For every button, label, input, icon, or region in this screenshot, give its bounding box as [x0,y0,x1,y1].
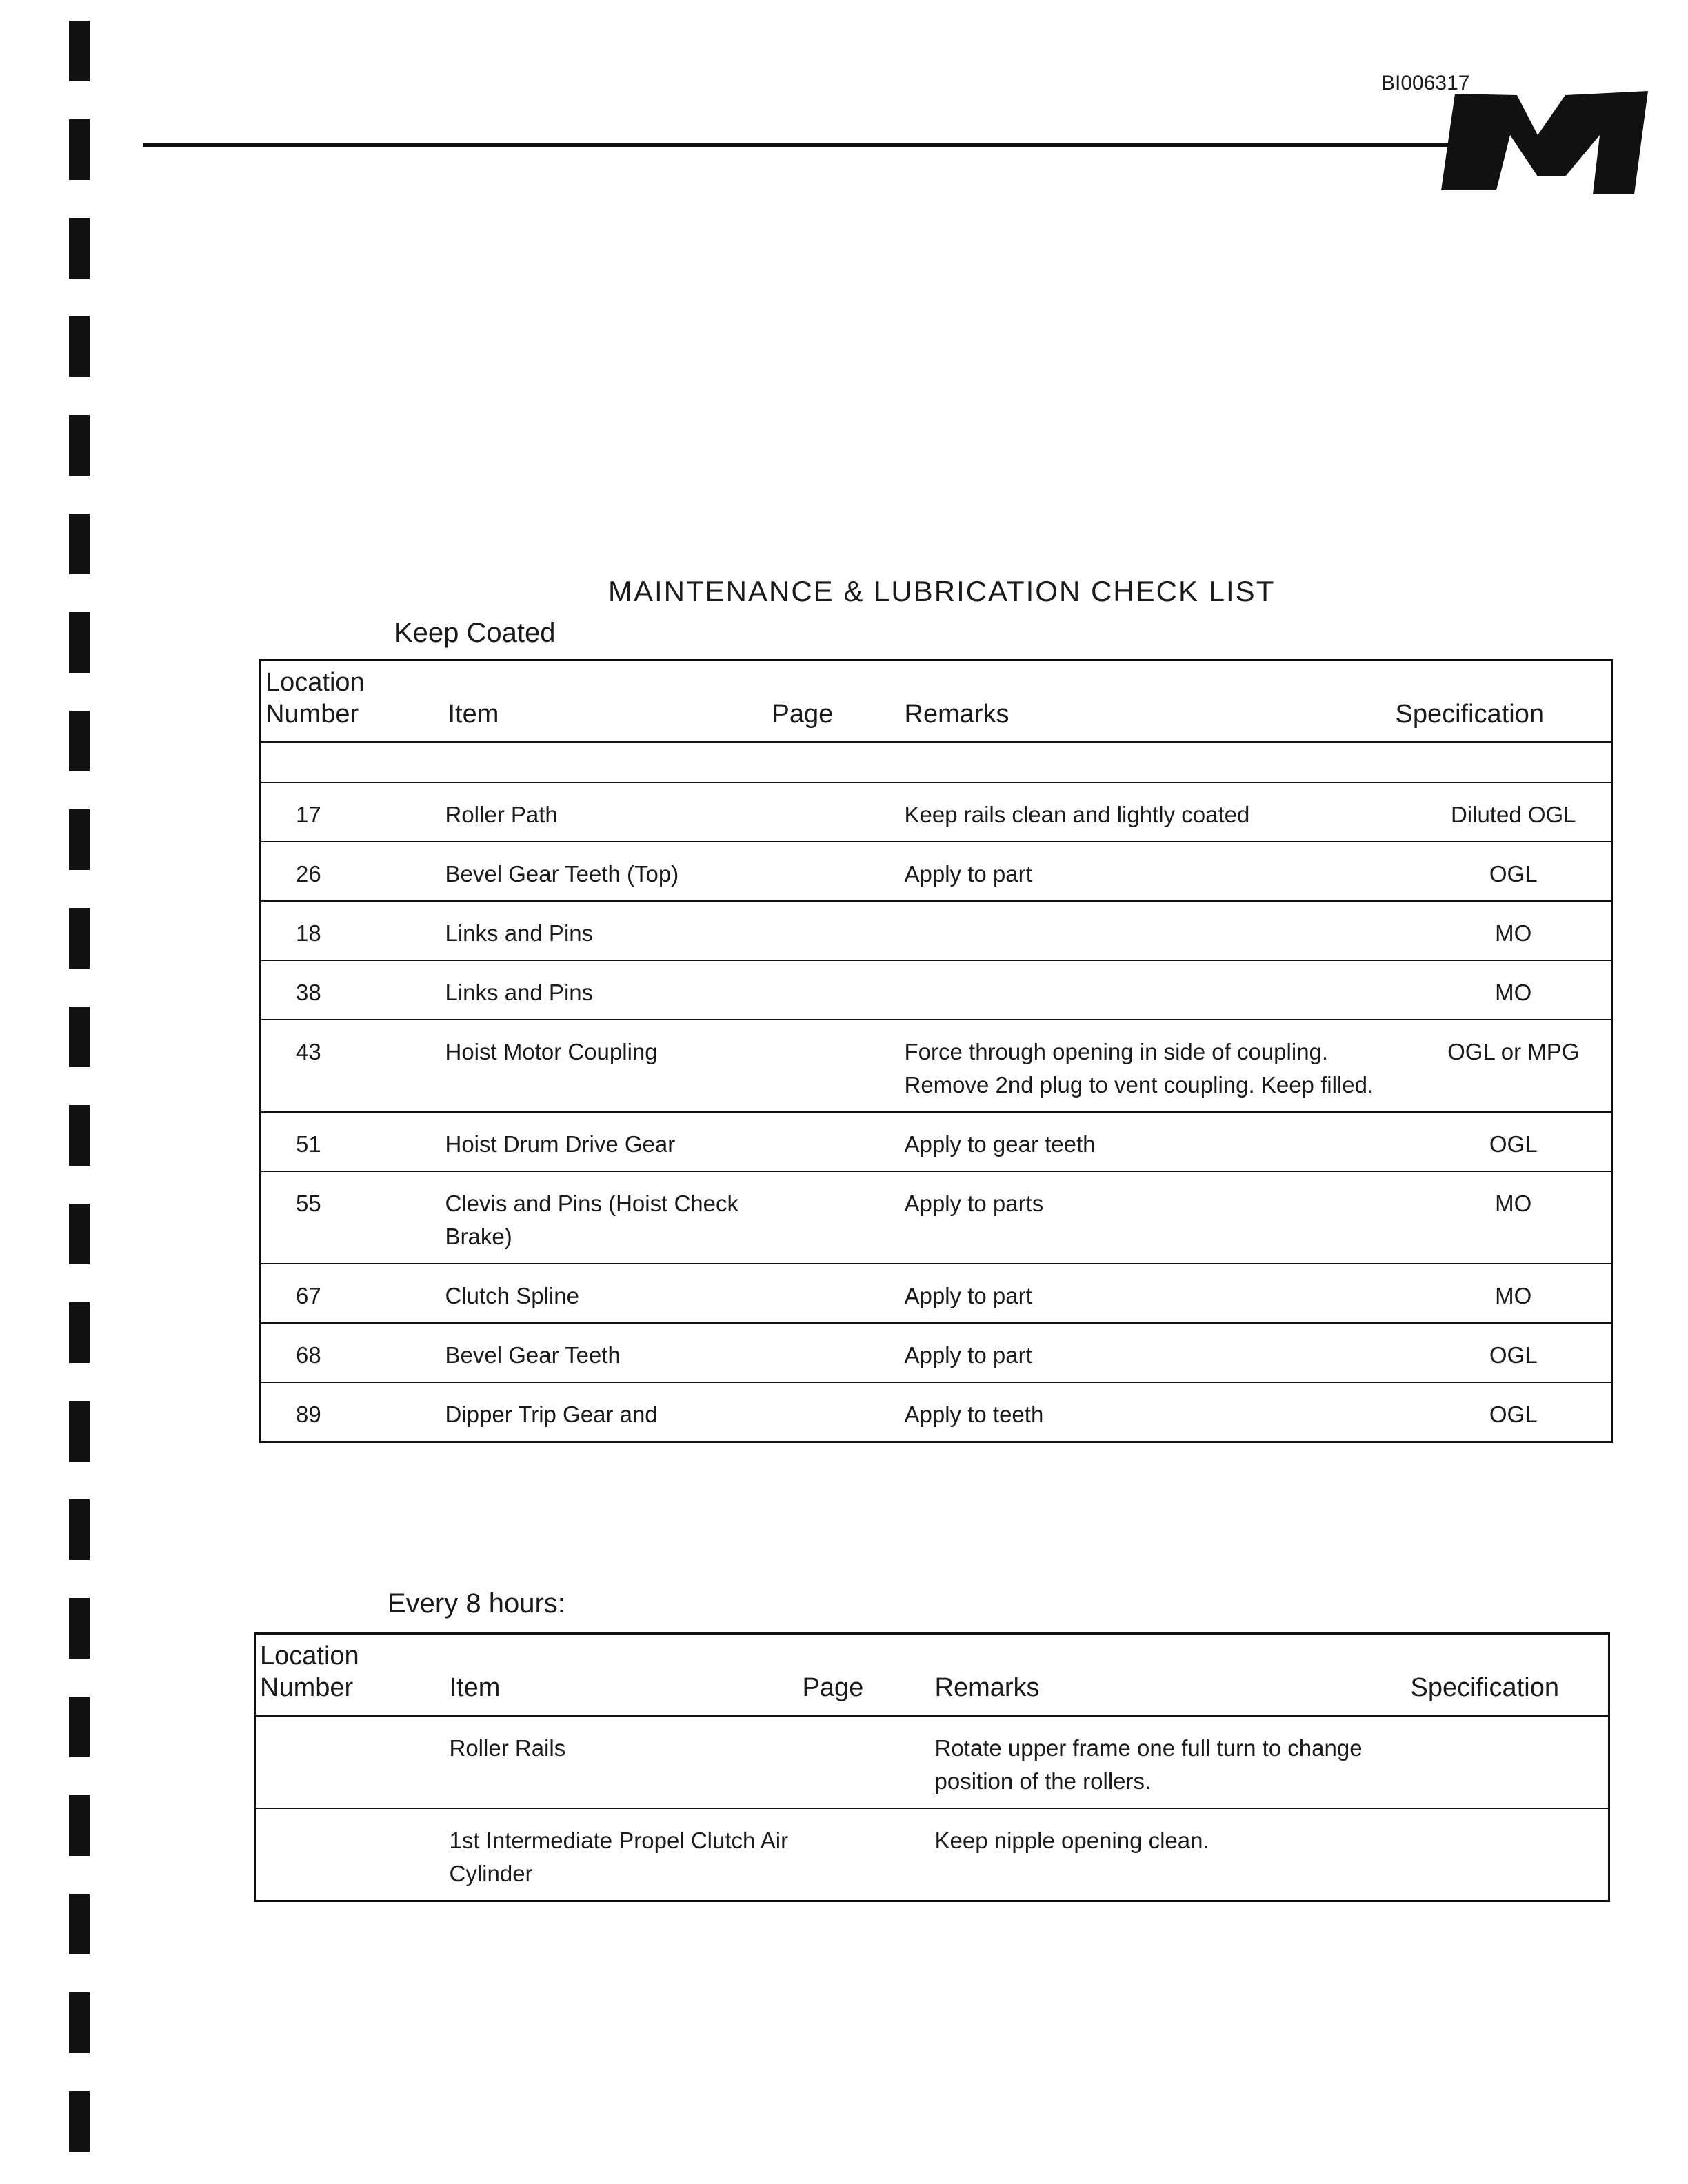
table-row [261,960,1612,1020]
binding-mark [69,612,90,673]
cell-specification: OGL [1396,842,1612,901]
cell-remarks [905,901,1396,960]
section-label-keep-coated: Keep Coated [394,618,556,648]
cell-remarks: Rotate upper frame one full turn to change position of the rollers. [935,1716,1411,1809]
cell-location: 43 [261,1020,421,1112]
binding-mark [69,1105,90,1166]
cell-item: Bevel Gear Teeth [421,1323,772,1382]
cell-remarks: Apply to part [905,1323,1396,1382]
cell-item: Clevis and Pins (Hoist Check Brake) [421,1171,772,1264]
cell-specification: MO [1396,901,1612,960]
binding-marks [69,21,97,2172]
binding-mark [69,1598,90,1659]
cell-specification: MO [1396,1171,1612,1264]
binding-mark [69,218,90,279]
header-rule [143,143,1454,147]
spacer-cell [261,742,421,783]
cell-specification: OGL [1396,1323,1612,1382]
binding-mark [69,21,90,81]
cell-item: Clutch Spline [421,1264,772,1323]
cell-location: 38 [261,960,421,1020]
cell-page [772,1171,905,1264]
cell-page [772,842,905,901]
col-header-remarks: Remarks [935,1634,1411,1716]
spacer-cell [421,742,772,783]
binding-mark [69,119,90,180]
cell-page [772,901,905,960]
cell-page [772,782,905,842]
cell-specification: MO [1396,960,1612,1020]
cell-location: 51 [261,1112,421,1171]
cell-remarks: Keep nipple opening clean. [935,1808,1411,1901]
cell-remarks: Apply to gear teeth [905,1112,1396,1171]
table-row [255,1716,1609,1809]
cell-page [772,1020,905,1112]
table-row [261,1171,1612,1264]
binding-mark [69,809,90,870]
binding-mark [69,316,90,377]
cell-specification: Diluted OGL [1396,782,1612,842]
cell-specification: OGL [1396,1382,1612,1442]
cell-page [772,1264,905,1323]
cell-item: 1st Intermediate Propel Clutch Air Cylinder [450,1808,803,1901]
cell-page [772,1112,905,1171]
section-label-every-8-hours: Every 8 hours: [388,1588,565,1619]
col-header-specification: Specification [1411,1634,1609,1716]
col-header-page: Page [803,1634,935,1716]
cell-specification: MO [1396,1264,1612,1323]
table-row [261,1382,1612,1442]
cell-remarks [905,960,1396,1020]
page-title: MAINTENANCE & LUBRICATION CHECK LIST [608,575,1276,607]
binding-mark [69,1894,90,1954]
cell-location: 55 [261,1171,421,1264]
table-row [261,842,1612,901]
cell-location: 89 [261,1382,421,1442]
binding-mark [69,1302,90,1363]
binding-mark [69,908,90,969]
binding-mark [69,2091,90,2152]
table-row [261,901,1612,960]
cell-item: Roller Path [421,782,772,842]
col-header-location: Location Number [255,1634,450,1716]
cell-item: Bevel Gear Teeth (Top) [421,842,772,901]
checklist-table-every-8-hours [254,1632,1610,1902]
col-header-item: Item [421,660,772,742]
cell-page [772,1323,905,1382]
cell-page [772,960,905,1020]
cell-specification [1411,1808,1609,1901]
cell-location: 18 [261,901,421,960]
cell-page [772,1382,905,1442]
cell-specification [1411,1716,1609,1809]
spacer-cell [772,742,905,783]
cell-item: Roller Rails [450,1716,803,1809]
checklist-table-keep-coated [259,659,1613,1443]
binding-mark [69,1204,90,1264]
table-row [261,1264,1612,1323]
binding-mark [69,514,90,574]
cell-remarks: Apply to part [905,842,1396,901]
cell-item: Hoist Motor Coupling [421,1020,772,1112]
cell-item: Links and Pins [421,901,772,960]
cell-location [255,1808,450,1901]
spacer-cell [905,742,1396,783]
cell-location: 67 [261,1264,421,1323]
cell-item: Dipper Trip Gear and [421,1382,772,1442]
table-row [261,1112,1612,1171]
cell-remarks: Apply to teeth [905,1382,1396,1442]
cell-page [803,1808,935,1901]
table-header-row [261,660,1612,742]
cell-remarks: Keep rails clean and lightly coated [905,782,1396,842]
col-header-location: Location Number [261,660,421,742]
table-header-row [255,1634,1609,1716]
brand-logo-icon [1434,87,1655,197]
cell-item: Links and Pins [421,960,772,1020]
col-header-specification: Specification [1396,660,1612,742]
cell-specification: OGL [1396,1112,1612,1171]
col-header-page: Page [772,660,905,742]
document-id: BI006317 [1381,72,1470,94]
binding-mark [69,1697,90,1757]
table-row [255,1808,1609,1901]
cell-location: 17 [261,782,421,842]
table-row [261,1323,1612,1382]
cell-item: Hoist Drum Drive Gear [421,1112,772,1171]
cell-remarks: Apply to parts [905,1171,1396,1264]
binding-mark [69,1401,90,1462]
col-header-remarks: Remarks [905,660,1396,742]
binding-mark [69,1007,90,1067]
spacer-cell [1396,742,1612,783]
binding-mark [69,415,90,476]
col-header-item: Item [450,1634,803,1716]
cell-location: 26 [261,842,421,901]
cell-location: 68 [261,1323,421,1382]
table-row [261,1020,1612,1112]
binding-mark [69,1795,90,1856]
cell-remarks: Apply to part [905,1264,1396,1323]
cell-remarks: Force through opening in side of coupling. Remove 2nd plug to vent coupling. Keep filled. [905,1020,1396,1112]
binding-mark [69,1499,90,1560]
spacer-row [261,742,1612,783]
cell-page [803,1716,935,1809]
cell-location [255,1716,450,1809]
binding-mark [69,1992,90,2053]
binding-mark [69,711,90,771]
cell-specification: OGL or MPG [1396,1020,1612,1112]
table-row [261,782,1612,842]
